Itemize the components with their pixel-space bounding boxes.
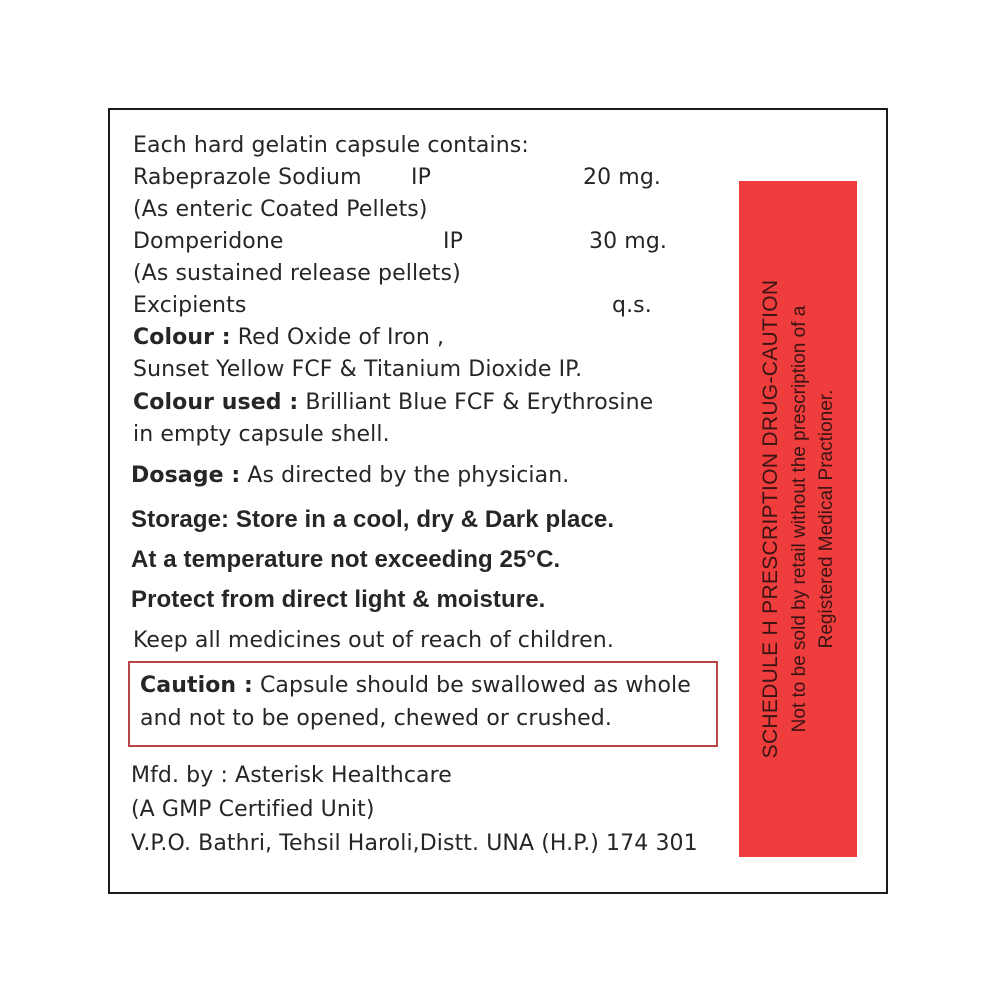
- keep-away-notice: Keep all medicines out of reach of children.: [133, 628, 614, 653]
- excipients-name: Excipients: [133, 293, 247, 318]
- colour-used-value: Brilliant Blue FCF & Erythrosine: [305, 390, 654, 415]
- ingredient1-standard: IP: [411, 165, 431, 190]
- caution-text: Capsule should be swallowed as whole: [259, 673, 691, 698]
- colour-label: Colour :: [133, 325, 231, 350]
- caution-label: Caution :: [140, 673, 253, 698]
- schedule-h-warning-line2: Registered Medical Practioner.: [816, 389, 837, 649]
- caution-line2: and not to be opened, chewed or crushed.: [140, 706, 612, 731]
- ingredient2-quantity: 30 mg.: [589, 229, 667, 254]
- schedule-h-title: SCHEDULE H PRESCRIPTION DRUG-CAUTION: [759, 279, 782, 759]
- composition-heading: Each hard gelatin capsule contains:: [133, 133, 529, 158]
- ingredient1-note: (As enteric Coated Pellets): [133, 197, 428, 222]
- manufacturer-name: Mfd. by : Asterisk Healthcare: [131, 763, 452, 788]
- schedule-h-text-block: [756, 181, 840, 857]
- manufacturer-address: V.P.O. Bathri, Tehsil Haroli,Distt. UNA (H.P.) 174 301: [131, 831, 698, 856]
- schedule-h-band: [739, 181, 857, 857]
- colour-used-line2: in empty capsule shell.: [133, 422, 390, 447]
- schedule-h-warning-line1: Not to be sold by retail without the prescription of a: [789, 305, 810, 733]
- colour-used-label: Colour used :: [133, 390, 299, 415]
- storage-line3: Protect from direct light & moisture.: [131, 586, 546, 613]
- excipients-quantity: q.s.: [612, 293, 652, 318]
- colour-value-line2: Sunset Yellow FCF & Titanium Dioxide IP.: [133, 357, 583, 382]
- caution-line1: [140, 672, 691, 700]
- colour-line: [133, 324, 444, 352]
- dosage-label: Dosage :: [131, 463, 241, 488]
- storage-line1: Storage: Store in a cool, dry & Dark place.: [131, 506, 615, 533]
- dosage-line: [131, 462, 569, 490]
- colour-value: Red Oxide of Iron ,: [237, 325, 445, 350]
- ingredient2-standard: IP: [443, 229, 463, 254]
- colour-used-line: [133, 389, 653, 417]
- ingredient1-name: Rabeprazole Sodium: [133, 165, 362, 190]
- manufacturer-certification: (A GMP Certified Unit): [131, 797, 375, 822]
- ingredient2-name: Domperidone: [133, 229, 284, 254]
- storage-line2: At a temperature not exceeding 25°C.: [131, 546, 561, 573]
- ingredient1-quantity: 20 mg.: [583, 165, 661, 190]
- dosage-text: As directed by the physician.: [247, 463, 570, 488]
- ingredient2-note: (As sustained release pellets): [133, 261, 461, 286]
